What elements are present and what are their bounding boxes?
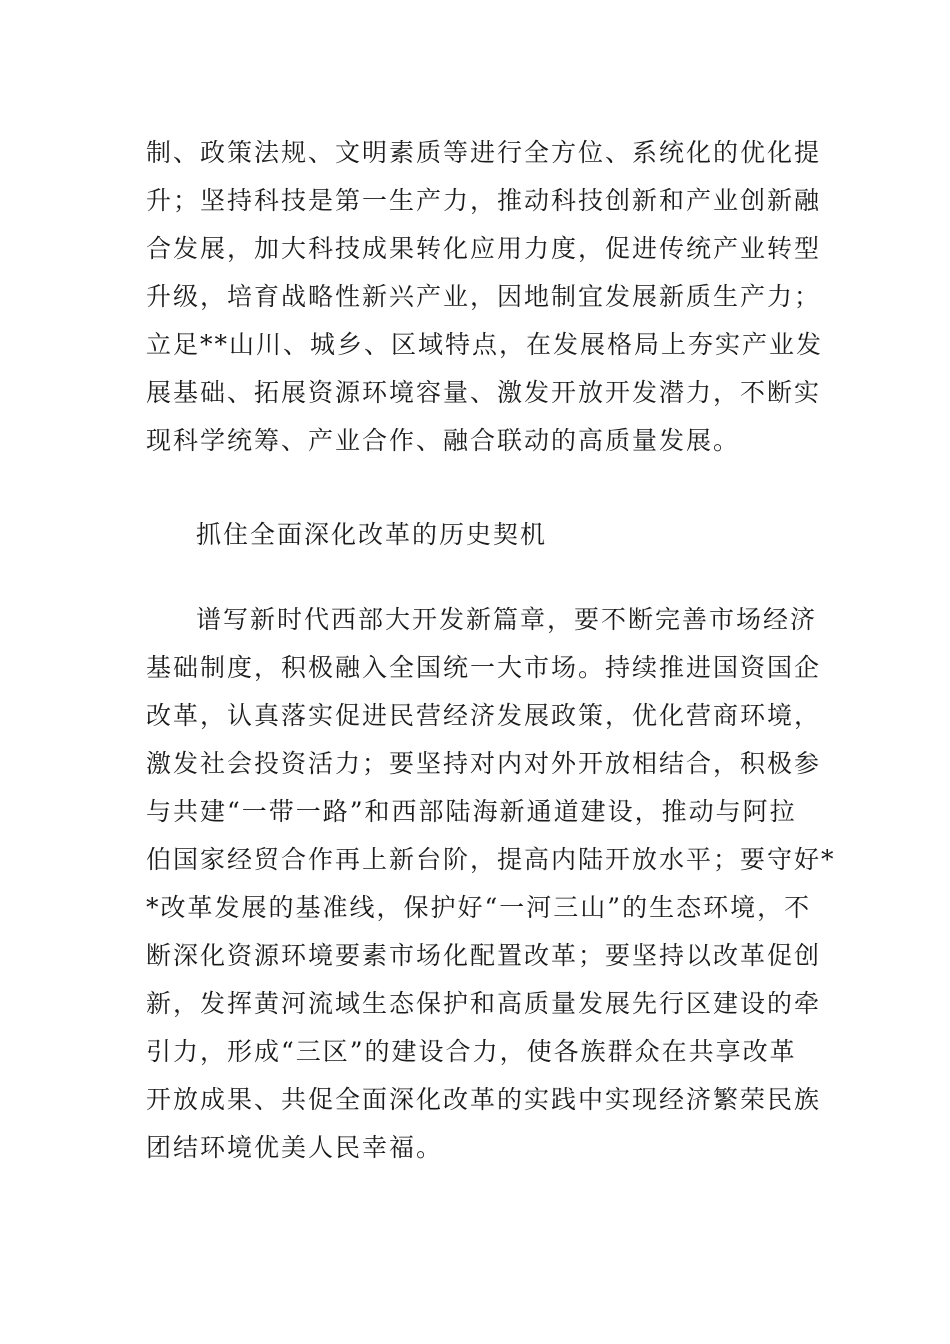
section-heading: 抓住全面深化改革的历史契机 — [196, 520, 548, 549]
paragraph-2-line: 激发社会投资活力；要坚持对内对外开放相结合，积极参 — [146, 749, 822, 778]
paragraph-2-line: 谱写新时代西部大开发新篇章，要不断完善市场经济 — [196, 605, 818, 634]
paragraph-2-line: 伯国家经贸合作再上新台阶，提高内陆开放水平；要守好* — [146, 845, 836, 874]
paragraph-2-line: 与共建“一带一路”和西部陆海新通道建设，推动与阿拉 — [146, 797, 797, 826]
paragraph-1-line: 现科学统筹、产业合作、融合联动的高质量发展。 — [146, 426, 741, 455]
paragraph-2-line: 新，发挥黄河流域生态保护和高质量发展先行区建设的牵 — [146, 989, 822, 1018]
paragraph-1-line: 合发展，加大科技成果转化应用力度，促进传统产业转型 — [146, 234, 822, 263]
paragraph-2-line: 断深化资源环境要素市场化配置改革；要坚持以改革促创 — [146, 941, 822, 970]
paragraph-1-line: 升；坚持科技是第一生产力，推动科技创新和产业创新融 — [146, 186, 822, 215]
paragraph-2-line: *改革发展的基准线，保护好“一河三山”的生态环境，不 — [146, 893, 812, 922]
paragraph-1-line: 制、政策法规、文明素质等进行全方位、系统化的优化提 — [146, 138, 822, 167]
paragraph-1-line: 立足**山川、城乡、区域特点，在发展格局上夯实产业发 — [146, 330, 824, 359]
paragraph-1-line: 升级，培育战略性新兴产业，因地制宜发展新质生产力； — [146, 282, 822, 311]
paragraph-2-line: 团结环境优美人民幸福。 — [146, 1133, 444, 1162]
paragraph-2-line: 开放成果、共促全面深化改革的实践中实现经济繁荣民族 — [146, 1085, 822, 1114]
paragraph-2-line: 改革，认真落实促进民营经济发展政策，优化营商环境， — [146, 701, 822, 730]
paragraph-2-line: 引力，形成“三区”的建设合力，使各族群众在共享改革 — [146, 1037, 797, 1066]
paragraph-1-line: 展基础、拓展资源环境容量、激发开放开发潜力，不断实 — [146, 378, 822, 407]
paragraph-2-line: 基础制度，积极融入全国统一大市场。持续推进国资国企 — [146, 653, 822, 682]
